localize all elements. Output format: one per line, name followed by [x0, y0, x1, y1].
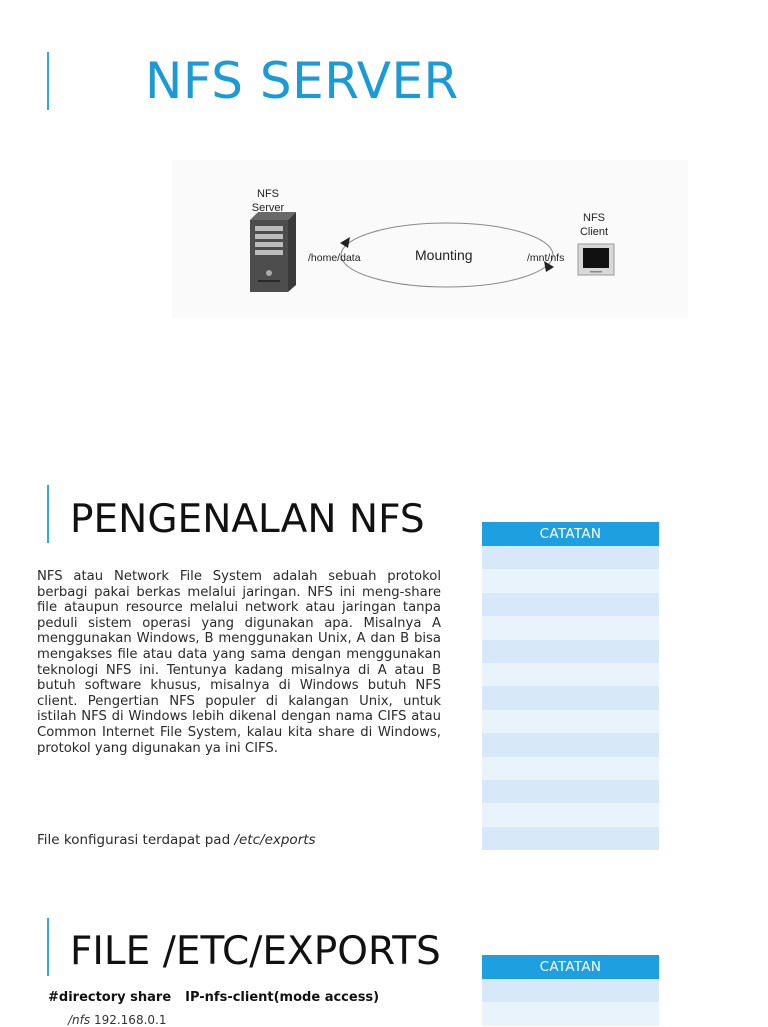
- note-row: [482, 686, 659, 709]
- note-row: [482, 569, 659, 592]
- note-row: [482, 1002, 659, 1025]
- config-prefix: File konfigurasi terdapat pad: [37, 832, 235, 848]
- note-row: [482, 616, 659, 639]
- accent-bar: [47, 52, 49, 110]
- mounting-label: Mounting: [415, 247, 473, 263]
- server-icon: [250, 212, 296, 292]
- intro-paragraph: NFS atau Network File System adalah sebuah protokol berbagi pakai berkas melalui jaringan. NFS ini meng-share file ataupun resource melalui network atau jaringan tanpa peduli sistem operasi yang digunakan apa. Misalnya A menggunakan Windows, B menggunakan Unix, A dan B bisa mengakses file atau data yang sama dengan menggunakan teknologi NFS ini. Tentunya kadang misalnya di A atau B butuh software khusus, misalnya di Windows butuh NFS client. Pengertian NFS populer di kalangan Unix, untuk istilah NFS di Windows lebih dikenal dengan nama CIFS atau Common Internet File System, kalau kita share di Windows, protokol yang digunakan ya ini CIFS.: [37, 569, 441, 756]
- note-row: [482, 733, 659, 756]
- nfs-diagram: [172, 160, 688, 318]
- syntax-client: IP-nfs-client(mode access): [185, 990, 380, 1005]
- note-row: [482, 757, 659, 780]
- notes-panel: [482, 522, 659, 850]
- exports-syntax: [48, 990, 379, 1005]
- client-label-1: NFS: [583, 212, 605, 224]
- syntax-directory: #directory share: [48, 990, 172, 1005]
- accent-bar: [47, 918, 49, 976]
- note-row: [482, 827, 659, 850]
- note-row: [482, 546, 659, 569]
- client-path: /mnt/nfs: [527, 252, 565, 264]
- server-path: /home/data: [308, 252, 361, 264]
- exports-example: [68, 1013, 166, 1027]
- section-title-pengenalan: PENGENALAN NFS: [70, 497, 425, 542]
- config-note: [37, 832, 316, 848]
- note-row: [482, 803, 659, 826]
- note-row: [482, 780, 659, 803]
- accent-bar: [47, 485, 49, 543]
- note-row: [482, 593, 659, 616]
- page-title: NFS SERVER: [145, 52, 459, 110]
- note-row: [482, 663, 659, 686]
- config-path: /etc/exports: [234, 832, 316, 848]
- example-ip: 192.168.0.1: [93, 1013, 167, 1027]
- notes-panel: [482, 955, 659, 1026]
- monitor-icon: [578, 244, 614, 275]
- section-title-exports: FILE /ETC/EXPORTS: [70, 929, 441, 974]
- note-row: [482, 640, 659, 663]
- client-label-2: Client: [579, 226, 609, 238]
- notes-header: CATATAN: [482, 955, 659, 979]
- notes-header: CATATAN: [482, 522, 659, 546]
- server-label-1: NFS: [257, 188, 279, 200]
- server-label-2: Server: [251, 202, 285, 214]
- example-path: /nfs: [68, 1013, 91, 1027]
- note-row: [482, 979, 659, 1002]
- note-row: [482, 710, 659, 733]
